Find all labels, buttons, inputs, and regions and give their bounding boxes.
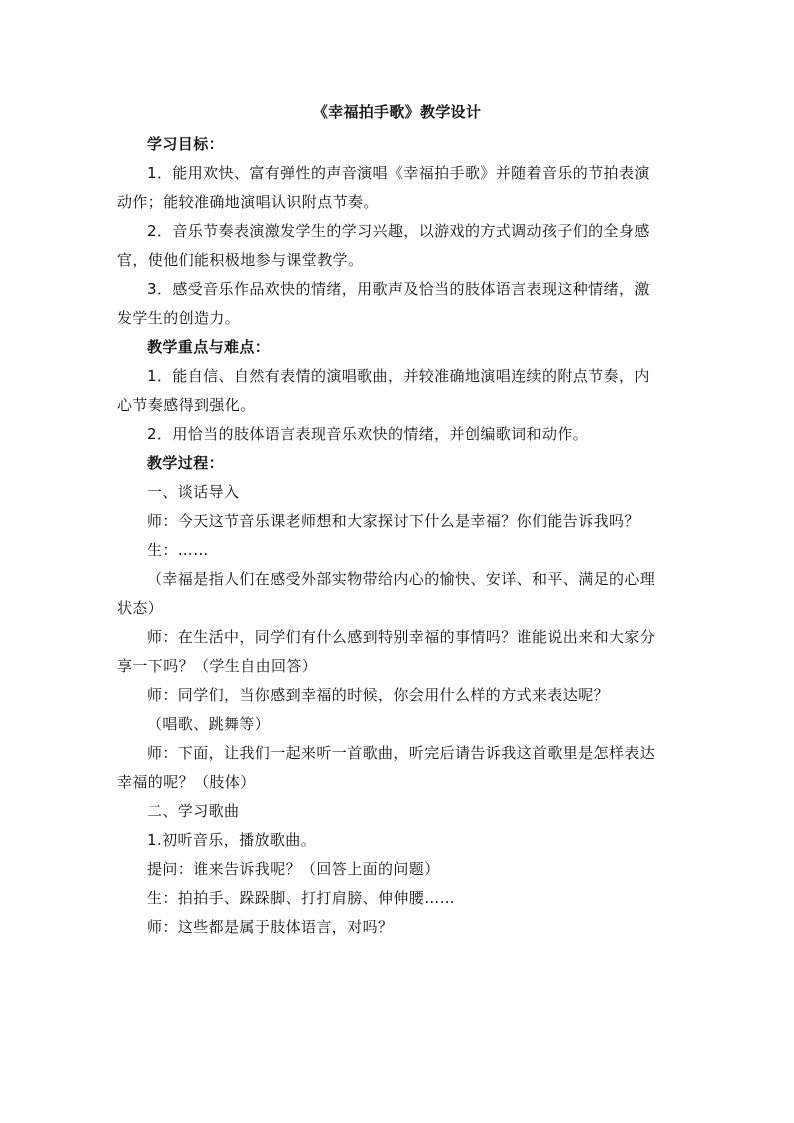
text-line: 2．用恰当的肢体语言表现音乐欢快的情绪，并创编歌词和动作。	[147, 425, 589, 443]
text-line: 1.初听音乐，播放歌曲。	[147, 831, 317, 849]
document-title: 《幸福拍手歌》教学设计	[312, 103, 482, 121]
text-line: 动作；能较准确地演唱认识附点节奏。	[117, 193, 379, 211]
text-line: 幸福的呢？（肢体）	[117, 773, 256, 791]
text-line: 师：下面，让我们一起来听一首歌曲，听完后请告诉我这首歌里是怎样表达	[147, 744, 656, 762]
text-line: 提问：谁来告诉我呢？（回答上面的问题）	[147, 860, 440, 878]
section-heading: 教学过程：	[147, 454, 225, 472]
text-line: 3．感受音乐作品欢快的情绪，用歌声及恰当的肢体语言表现这种情绪，激	[147, 280, 650, 298]
text-line: 师：在生活中，同学们有什么感到特别幸福的事情吗？谁能说出来和大家分	[147, 628, 656, 646]
text-line: 师：同学们，当你感到幸福的时候，你会用什么样的方式来表达呢？	[147, 686, 610, 704]
document-body	[117, 130, 677, 942]
text-line: 心节奏感得到强化。	[117, 396, 256, 414]
text-line: 官，使他们能积极地参与课堂教学。	[117, 251, 364, 269]
text-line: 生：……	[147, 541, 209, 559]
section-heading: 学习目标：	[147, 135, 225, 153]
text-line: 1．能用欢快、富有弹性的声音演唱《幸福拍手歌》并随着音乐的节拍表演	[147, 164, 650, 182]
text-line: 状态）	[117, 599, 164, 617]
text-line: 1．能自信、自然有表情的演唱歌曲，并较准确地演唱连续的附点节奏，内	[147, 367, 650, 385]
text-line: 发学生的创造力。	[117, 309, 241, 327]
text-line: 生：拍拍手、跺跺脚、打打肩膀、伸伸腰……	[147, 889, 456, 907]
text-line: 一、谈话导入	[147, 483, 240, 501]
text-line: 师：今天这节音乐课老师想和大家探讨下什么是幸福？你们能告诉我吗？	[147, 512, 640, 530]
text-line: 二、学习歌曲	[147, 802, 240, 820]
text-line: （幸福是指人们在感受外部实物带给内心的愉快、安详、和平、满足的心理	[147, 570, 656, 588]
text-line: 师：这些都是属于肢体语言，对吗？	[147, 918, 394, 936]
section-heading: 教学重点与难点：	[147, 338, 271, 356]
text-line: 2．音乐节奏表演激发学生的学习兴趣，以游戏的方式调动孩子们的全身感	[147, 222, 650, 240]
text-line: 享一下吗？（学生自由回答）	[117, 657, 318, 675]
text-line: （唱歌、跳舞等）	[147, 715, 271, 733]
